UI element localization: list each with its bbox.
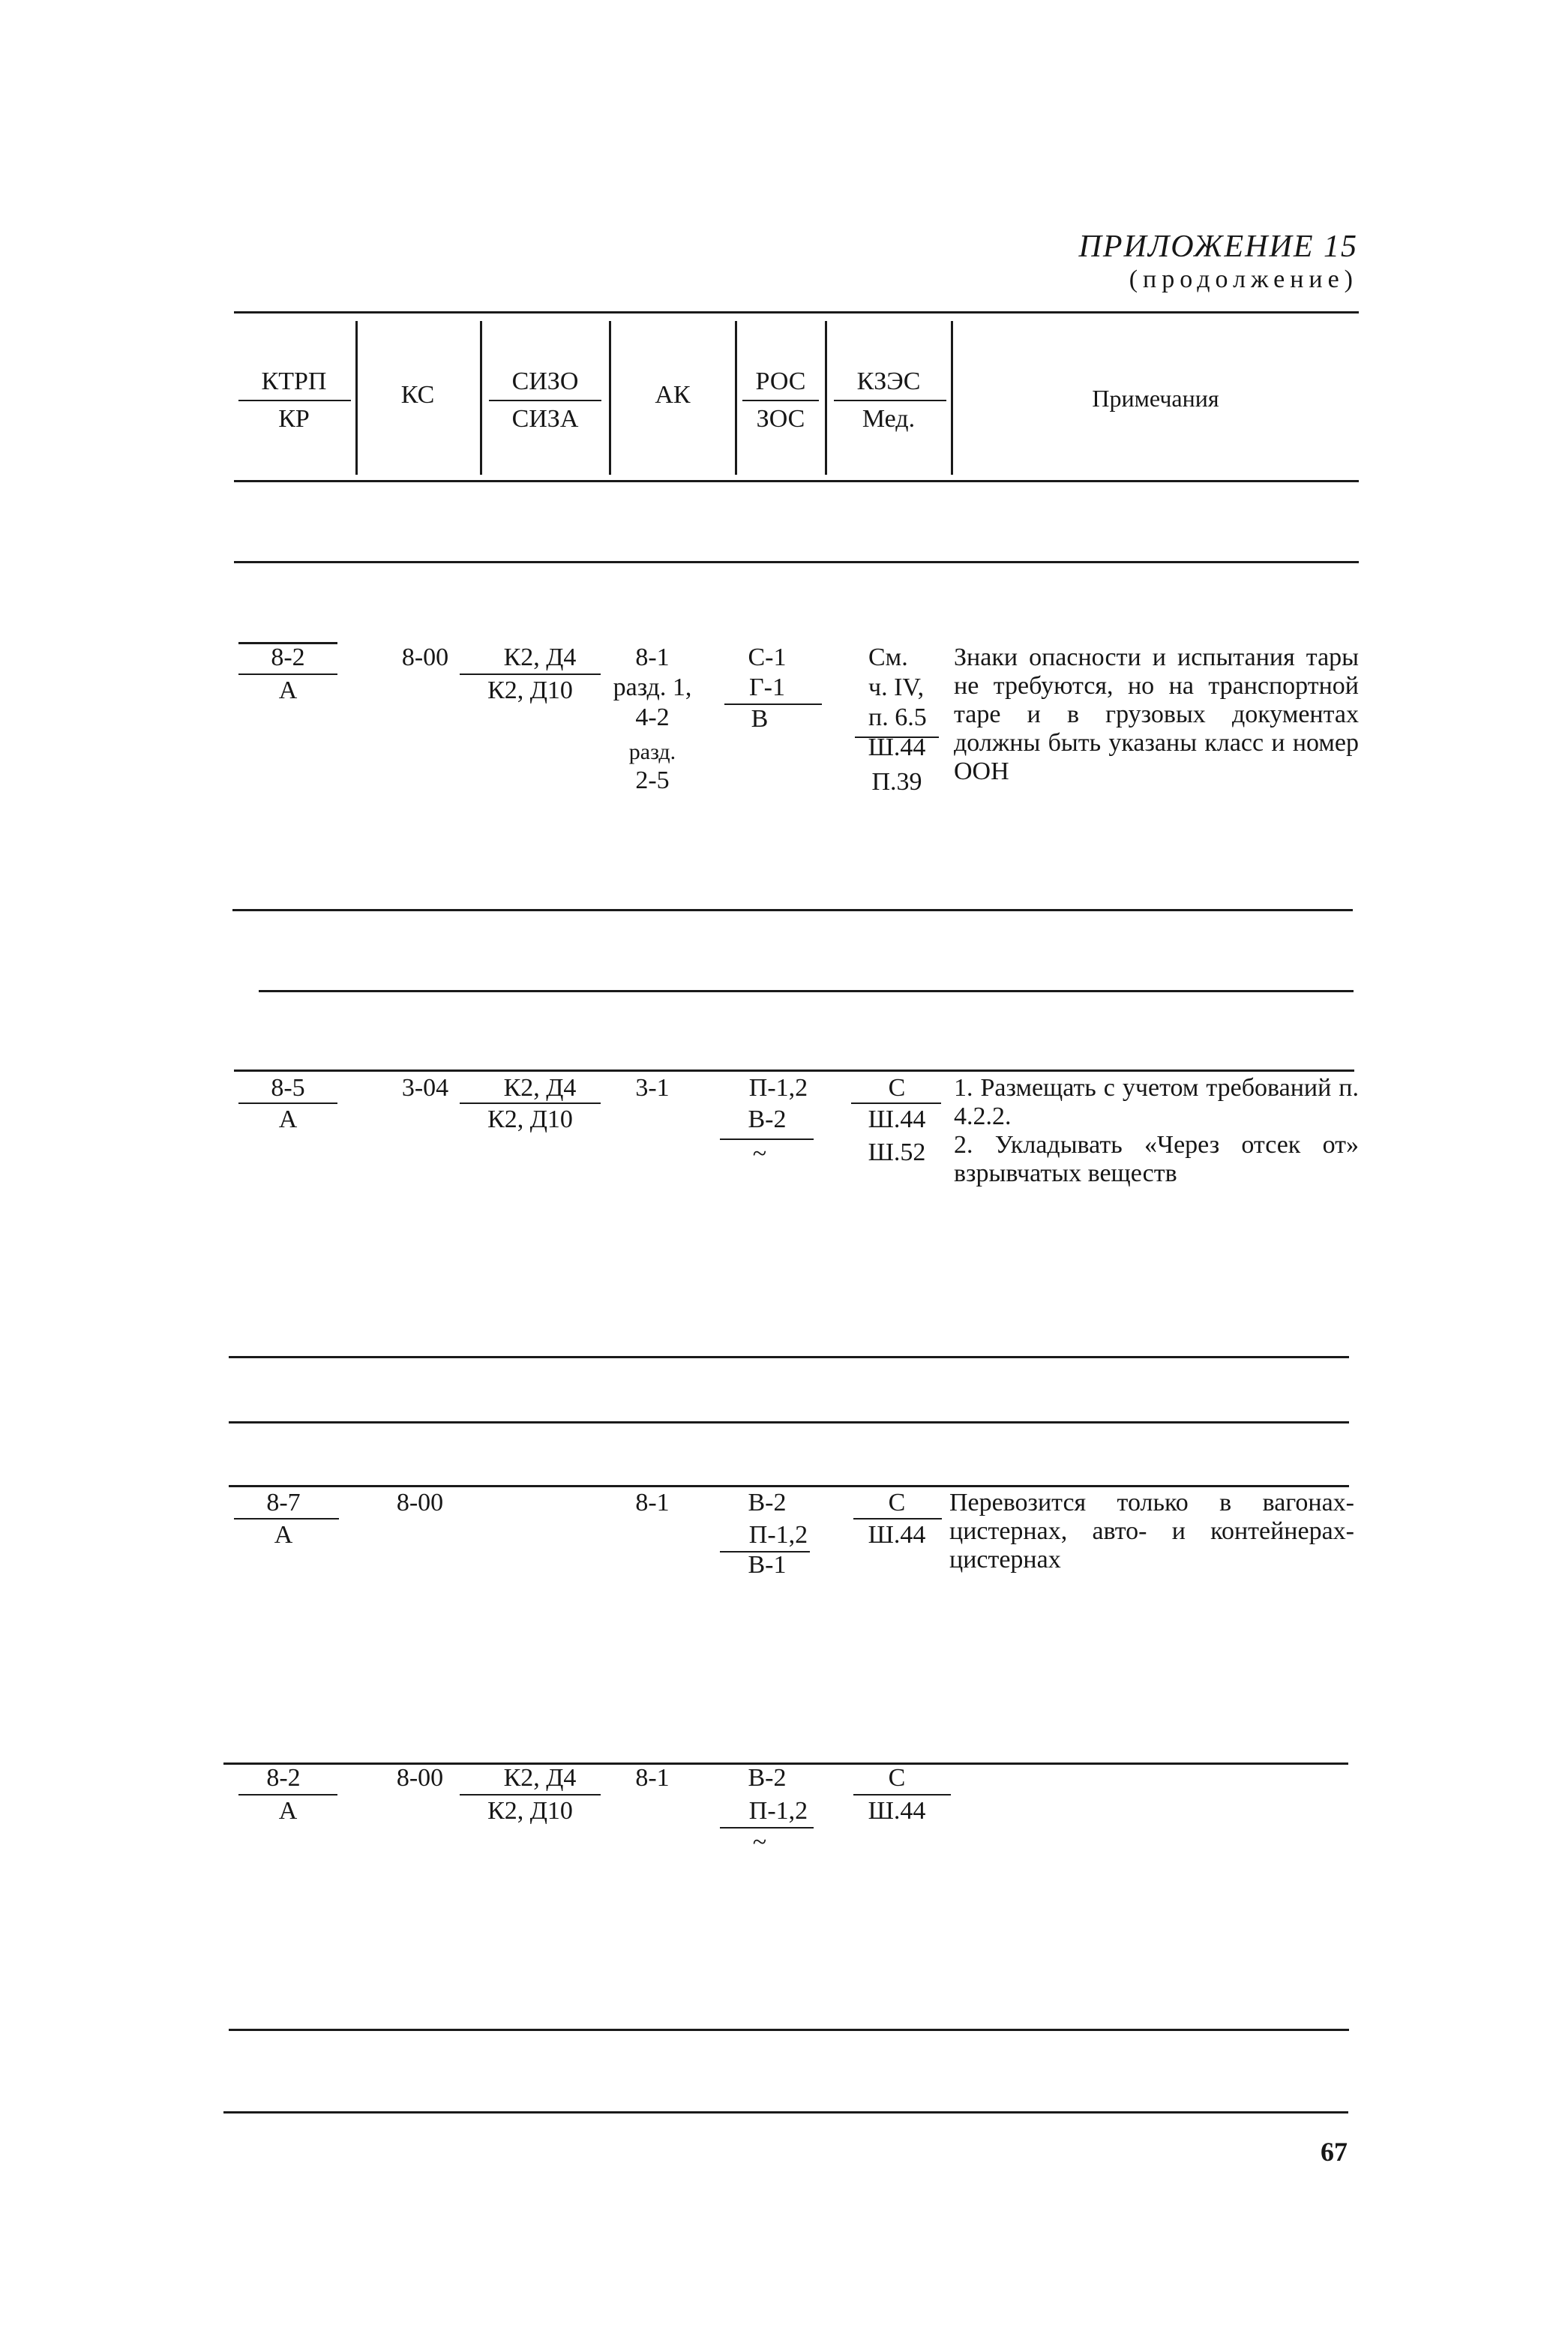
row-top-rule (234, 1070, 1354, 1072)
col-med-label: Мед. (862, 405, 916, 433)
ros-value: П-1,2 (748, 1074, 808, 1102)
siza-value: К2, Д10 (487, 1797, 573, 1825)
col-ks-label: КС (400, 381, 435, 409)
column-divider (735, 321, 737, 475)
ros-value: П-1,2 (748, 1521, 808, 1549)
fraction-line (238, 400, 351, 401)
ktrp-value: 8-2 (271, 644, 305, 671)
ks-value: 8-00 (396, 1489, 444, 1516)
page-number: 67 (1321, 2137, 1348, 2167)
appendix-subtitle: (продолжение) (1129, 266, 1358, 293)
ak-value: 8-1 (635, 1764, 670, 1792)
ros-value: С-1 (748, 644, 787, 671)
kr-value: А (278, 1106, 298, 1133)
fraction-line (742, 400, 819, 401)
col-kr-label: КР (278, 405, 310, 433)
row-separator (229, 2029, 1349, 2031)
zos-value: ~ (752, 1140, 767, 1168)
notes-text (949, 1489, 1354, 1574)
header-top-rule (234, 311, 1359, 314)
kzes-value: См. (868, 644, 908, 671)
ak-value: 8-1 (635, 644, 670, 671)
zos-value: В-1 (748, 1551, 787, 1579)
row-separator (259, 990, 1354, 992)
ks-value: 8-00 (396, 1764, 444, 1792)
col-siza-label: СИЗА (511, 405, 579, 433)
ks-value: 8-00 (401, 644, 449, 671)
sizo-value: К2, Д4 (503, 1764, 577, 1792)
row-top-rule (229, 1485, 1349, 1487)
sizo-value: К2, Д4 (503, 1074, 577, 1102)
fraction-line (489, 400, 601, 401)
kzes-value: С (888, 1489, 906, 1516)
med-value: Ш.44 (868, 1106, 926, 1133)
notes-text (954, 1074, 1359, 1188)
column-divider (825, 321, 827, 475)
fraction-line (238, 674, 337, 675)
column-divider (480, 321, 482, 475)
row-separator (229, 1356, 1349, 1358)
fraction-line (853, 1518, 942, 1520)
appendix-title: ПРИЛОЖЕНИЕ 15 (1078, 230, 1358, 264)
kr-value: А (278, 676, 298, 704)
ak-value: 8-1 (635, 1489, 670, 1516)
fraction-line (460, 674, 601, 675)
fraction-line (238, 1794, 337, 1796)
ak-value: разд. 1, (613, 674, 692, 701)
kzes-value: С (888, 1074, 906, 1102)
fraction-line (460, 1794, 601, 1796)
siza-value: К2, Д10 (487, 1106, 573, 1133)
ros-value: В-2 (748, 1489, 787, 1516)
col-ktrp-label: КТРП (261, 368, 327, 395)
ak-value: разд. (628, 740, 676, 764)
fraction-line (460, 1102, 601, 1104)
med-value: Ш.44 (868, 734, 926, 761)
ros-value: П-1,2 (748, 1797, 808, 1825)
note-paragraph: 2. Укладывать «Через отсек от» взрывчатых веществ (954, 1131, 1359, 1187)
kzes-value: п. 6.5 (868, 704, 927, 731)
ktrp-value: 8-2 (266, 1764, 301, 1792)
ros-value: В-2 (748, 1764, 787, 1792)
row-separator (229, 1421, 1349, 1424)
row-separator (234, 561, 1359, 563)
ak-value: 4-2 (635, 704, 670, 731)
note-paragraph: 1. Размещать с учетом требований п. 4.2.2. (954, 1074, 1359, 1130)
siza-value: К2, Д10 (487, 676, 573, 704)
kzes-value: С (888, 1764, 906, 1792)
header-bottom-rule (234, 480, 1359, 482)
ros-value: Г-1 (749, 674, 785, 701)
note-paragraph: Перевозится только в вагонах-цистернах, авто- и контейнерах-цистернах (949, 1489, 1354, 1574)
fraction-line (851, 1102, 941, 1104)
fraction-line (234, 1518, 339, 1520)
ktrp-value: 8-7 (266, 1489, 301, 1516)
col-kzes-label: КЗЭС (856, 368, 921, 395)
note-paragraph: Знаки опасности и испытания тары не требуются, но на транспортной таре и в грузовых документах должны быть указаны класс и номер ООН (954, 644, 1359, 785)
ak-value: 3-1 (635, 1074, 670, 1102)
zos-value: ~ (752, 1828, 767, 1856)
col-notes-label: Примечания (1092, 385, 1219, 412)
ks-value: 3-04 (401, 1074, 449, 1102)
col-ros-label: РОС (755, 368, 806, 395)
kr-value: А (274, 1521, 293, 1549)
kr-value: А (278, 1797, 298, 1825)
zos-value: В (751, 705, 769, 733)
notes-text (954, 644, 1359, 786)
kzes-value: ч. IV, (868, 674, 925, 701)
ak-value: 2-5 (635, 766, 670, 794)
fraction-line (834, 400, 946, 401)
col-zos-label: ЗОС (756, 405, 805, 433)
fraction-line (853, 1794, 951, 1796)
row-separator (232, 909, 1353, 911)
ros-value: В-2 (748, 1106, 787, 1133)
ktrp-value: 8-5 (271, 1074, 305, 1102)
sizo-value: К2, Д4 (503, 644, 577, 671)
row-separator (223, 2111, 1348, 2114)
col-sizo-label: СИЗО (511, 368, 579, 395)
med-value: П.39 (871, 768, 922, 796)
col-ak-label: АК (655, 381, 691, 409)
med-value: Ш.52 (868, 1138, 926, 1166)
med-value: Ш.44 (868, 1521, 926, 1549)
fraction-line (238, 1102, 337, 1104)
med-value: Ш.44 (868, 1797, 926, 1825)
